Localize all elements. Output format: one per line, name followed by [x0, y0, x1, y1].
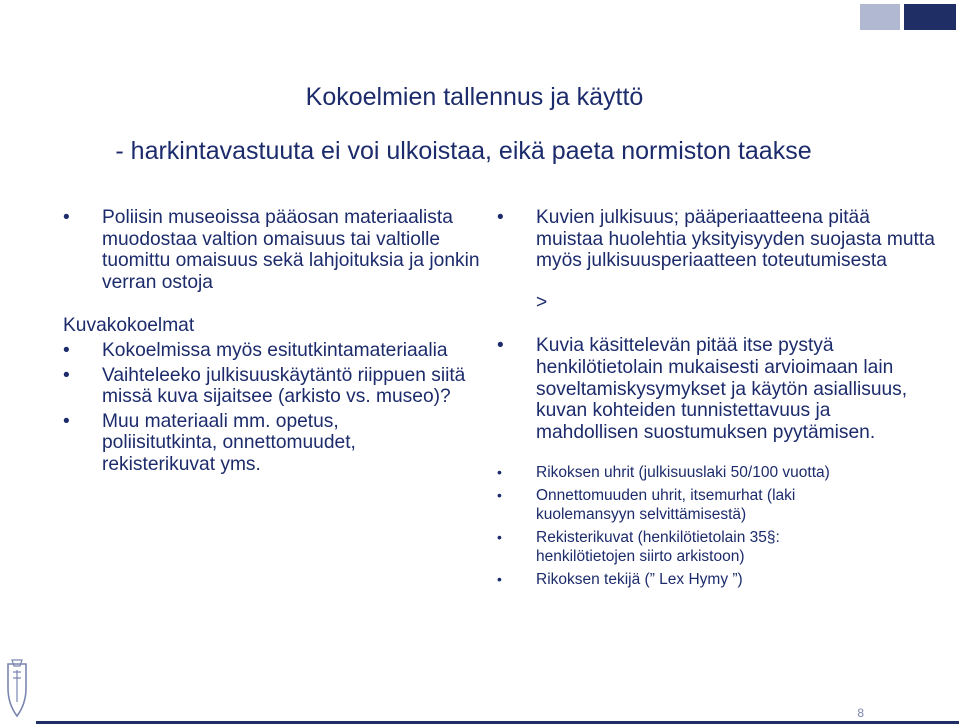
bullet: • [497, 335, 504, 357]
page-title: Kokoelmien tallennus ja käyttö [305, 83, 644, 111]
bullet: • [63, 410, 70, 432]
right-column [497, 207, 937, 589]
police-emblem-icon [4, 658, 30, 720]
bullet: • [497, 487, 502, 504]
bullet: • [63, 339, 70, 361]
list-item [63, 411, 432, 476]
list-item-text: Kuvia käsittelevän pitää itse pystyä henkilötietolain mukaisesti arvioimaan lain soveltamiskysymykset ja käytön asiallisuus, kuvan kohteiden tunnistettavuus ja mahdollisen suostumuksen pyytämisen. [536, 335, 908, 443]
list-item [63, 340, 483, 362]
bullet: • [63, 364, 70, 386]
list-item [497, 528, 836, 566]
list-item-text: Onnettomuuden uhrit, itsemurhat (laki kuolemansyyn selvittämisestä) [536, 487, 796, 524]
sub-list [497, 463, 937, 589]
list-item-text: Rikoksen tekijä (” Lex Hymy ”) [536, 571, 743, 589]
page-number: 8 [857, 706, 864, 720]
section-heading: Kuvakokoelmat [63, 315, 195, 337]
bullet: • [497, 529, 502, 546]
bullet: • [63, 207, 70, 228]
bullet: • [497, 207, 504, 228]
header-block-dark [904, 4, 956, 30]
list-item [497, 486, 826, 524]
list-item [497, 207, 937, 272]
bullet: • [497, 571, 502, 588]
page-subtitle: - harkintavastuuta ei voi ulkoistaa, eikä paeta normiston taakse [115, 137, 812, 165]
list-item-text: Rekisterikuvat (henkilötietolain 35§: henkilötietojen siirto arkistoon) [536, 529, 780, 566]
list-item [497, 335, 937, 443]
list-item-text: Kokoelmissa myös esitutkintamateriaalia [102, 339, 448, 361]
header-decoration [860, 0, 959, 34]
list-item-text: Rikoksen uhrit (julkisuuslaki 50/100 vuotta) [536, 464, 830, 482]
left-column [63, 207, 483, 476]
list-item [497, 463, 937, 482]
list-item-text: Poliisin museoissa pääosan materiaalista muodostaa valtion omaisuus tai valtiolle tuomittu omaisuus sekä lahjoituksia ja jonkin verran ostoja [102, 207, 480, 293]
list-item-text: Muu materiaali mm. opetus, poliisitutkinta, onnettomuudet, rekisterikuvat yms. [102, 410, 356, 475]
list-item-text: Kuvien julkisuus; pääperiaatteena pitää muistaa huolehtia yksityisyyden suojasta mutta myös julkisuusperiaatteen toteutumisesta [536, 207, 935, 272]
arrow-line [497, 292, 937, 314]
arrow-text: > [536, 291, 548, 313]
bullet: • [497, 464, 502, 481]
list-item [63, 207, 483, 293]
list-item [497, 570, 937, 589]
list-item-text: Vaihteleeko julkisuuskäytäntö riippuen siitä missä kuva sijaitsee (arkisto vs. museo)? [102, 364, 466, 408]
header-block-light [860, 4, 900, 30]
list-item [63, 365, 483, 408]
